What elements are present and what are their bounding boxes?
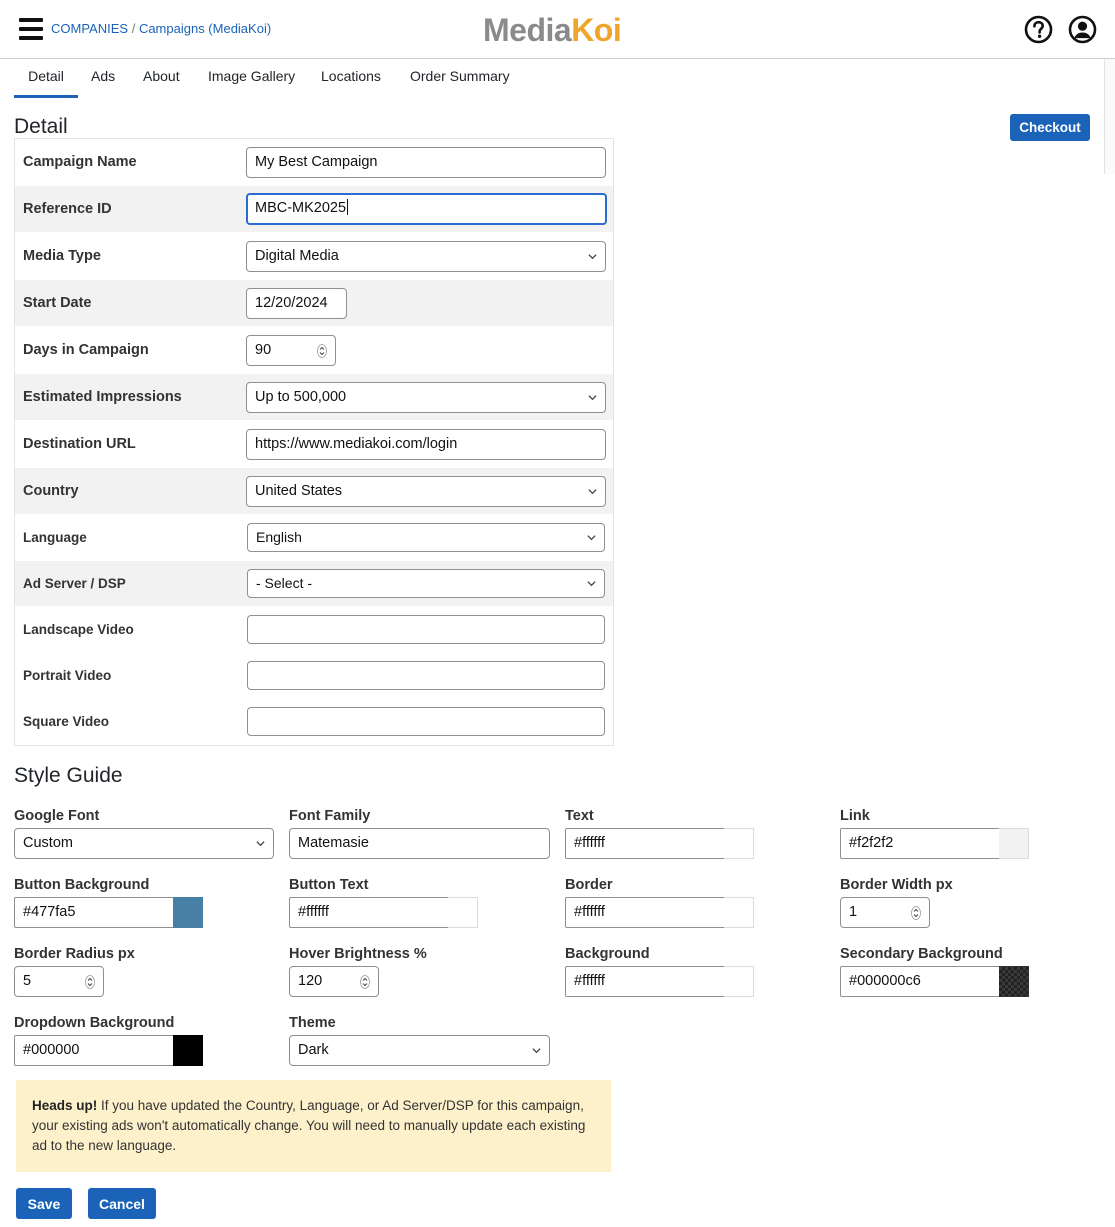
- google-font-value: Custom: [23, 835, 73, 851]
- border-radius-label: Border Radius px: [14, 946, 135, 962]
- font-family-value: Matemasie: [298, 835, 369, 851]
- chevron-down-icon: [588, 393, 597, 402]
- button-background-swatch[interactable]: [173, 897, 203, 928]
- days-in-campaign-row: [15, 327, 613, 374]
- font-family-input[interactable]: [289, 828, 550, 859]
- ad-server-value: - Select -: [256, 575, 313, 591]
- border-color-value: #ffffff: [574, 904, 605, 920]
- alert-text: If you have updated the Country, Language, or Ad Server/DSP for this campaign, your existing ads won't automatically change. You will need to manually update each existing ad to the new language.: [32, 1098, 586, 1153]
- link-color-value: #f2f2f2: [849, 835, 894, 851]
- estimated-impressions-select[interactable]: [246, 382, 606, 413]
- checkout-button[interactable]: Checkout: [1010, 114, 1090, 141]
- font-family-label: Font Family: [289, 808, 371, 824]
- button-background-input[interactable]: [14, 897, 174, 928]
- border-color-input[interactable]: [565, 897, 725, 928]
- logo-text-media: Media: [483, 12, 572, 48]
- link-color-swatch[interactable]: [999, 828, 1029, 859]
- campaign-name-value: My Best Campaign: [255, 154, 378, 170]
- campaign-name-row: [15, 139, 613, 186]
- dropdown-background-label: Dropdown Background: [14, 1015, 175, 1031]
- logo-text-koi: Koi: [571, 12, 622, 48]
- dropdown-background-input[interactable]: [14, 1035, 174, 1066]
- estimated-impressions-value: Up to 500,000: [255, 389, 347, 405]
- border-width-label: Border Width px: [840, 877, 953, 893]
- spinner-arrows-icon[interactable]: [360, 975, 370, 989]
- google-font-label: Google Font: [14, 808, 100, 824]
- secondary-background-value: #000000c6: [849, 973, 921, 989]
- dropdown-background-swatch[interactable]: [173, 1035, 203, 1066]
- secondary-background-input[interactable]: [840, 966, 1000, 997]
- square-video-input[interactable]: [247, 707, 605, 736]
- border-radius-value: 5: [23, 973, 32, 989]
- country-value: United States: [255, 483, 343, 499]
- square-video-label: Square Video: [23, 714, 110, 729]
- landscape-video-row: [15, 607, 613, 653]
- hover-brightness-label: Hover Brightness %: [289, 946, 427, 962]
- link-color-label: Link: [840, 808, 870, 824]
- breadcrumb-separator: /: [131, 21, 136, 36]
- border-width-input[interactable]: [840, 897, 930, 928]
- language-label: Language: [23, 530, 87, 545]
- reference-id-label: Reference ID: [23, 201, 112, 217]
- question-circle-icon[interactable]: [1024, 15, 1053, 44]
- style-guide-heading: Style Guide: [14, 764, 123, 787]
- border-color-label: Border: [565, 877, 613, 893]
- theme-select[interactable]: [289, 1035, 550, 1066]
- start-date-value: 12/20/2024: [255, 295, 328, 311]
- text-color-input[interactable]: [565, 828, 725, 859]
- hover-brightness-input[interactable]: [289, 966, 379, 997]
- language-row: [15, 515, 613, 561]
- hamburger-menu-icon[interactable]: [19, 18, 43, 40]
- theme-label: Theme: [289, 1015, 336, 1031]
- ad-server-select[interactable]: [247, 569, 605, 598]
- landscape-video-label: Landscape Video: [23, 622, 134, 637]
- spinner-arrows-icon[interactable]: [317, 344, 327, 358]
- portrait-video-input[interactable]: [247, 661, 605, 690]
- secondary-background-label: Secondary Background: [840, 946, 1003, 962]
- top-bar: [0, 0, 1115, 59]
- border-width-value: 1: [849, 904, 858, 920]
- tab-about[interactable]: About: [143, 68, 180, 84]
- days-in-campaign-value: 90: [255, 342, 272, 358]
- chevron-down-icon: [587, 579, 596, 588]
- campaign-name-label: Campaign Name: [23, 154, 137, 170]
- chevron-down-icon: [588, 252, 597, 261]
- button-text-swatch[interactable]: [448, 897, 478, 928]
- ad-server-label: Ad Server / DSP: [23, 576, 126, 591]
- secondary-background-swatch[interactable]: [999, 966, 1029, 997]
- media-type-select[interactable]: [246, 241, 606, 272]
- mediakoi-logo[interactable]: [483, 11, 621, 49]
- language-select[interactable]: [247, 523, 605, 552]
- destination-url-row: [15, 421, 613, 468]
- breadcrumb: [51, 21, 271, 36]
- cancel-button[interactable]: Cancel: [88, 1188, 156, 1219]
- media-type-row: [15, 233, 613, 280]
- destination-url-input[interactable]: [246, 429, 606, 460]
- media-type-value: Digital Media: [255, 248, 339, 264]
- border-radius-input[interactable]: [14, 966, 104, 997]
- days-in-campaign-input[interactable]: [246, 335, 336, 366]
- button-text-label: Button Text: [289, 877, 369, 893]
- text-color-label: Text: [565, 808, 594, 824]
- chevron-down-icon: [587, 533, 596, 542]
- spinner-arrows-icon[interactable]: [85, 975, 95, 989]
- save-button[interactable]: Save: [16, 1188, 72, 1219]
- chevron-down-icon: [532, 1046, 541, 1055]
- language-value: English: [256, 529, 302, 545]
- text-color-value: #ffffff: [574, 835, 605, 851]
- background-color-input[interactable]: [565, 966, 725, 997]
- alert-title: Heads up!: [32, 1098, 98, 1113]
- destination-url-label: Destination URL: [23, 436, 136, 452]
- border-color-swatch[interactable]: [724, 897, 754, 928]
- chevron-down-icon: [588, 487, 597, 496]
- scrollbar[interactable]: [1104, 59, 1115, 174]
- background-color-label: Background: [565, 946, 650, 962]
- portrait-video-row: [15, 653, 613, 699]
- button-text-value: #ffffff: [298, 904, 329, 920]
- portrait-video-label: Portrait Video: [23, 668, 112, 683]
- media-type-label: Media Type: [23, 248, 101, 264]
- tab-image-gallery[interactable]: Image Gallery: [208, 68, 296, 84]
- link-color-input[interactable]: [840, 828, 1000, 859]
- start-date-label: Start Date: [23, 295, 92, 311]
- reference-id-input[interactable]: [246, 193, 607, 225]
- country-row: [15, 468, 613, 515]
- estimated-impressions-label: Estimated Impressions: [23, 389, 182, 405]
- theme-value: Dark: [298, 1042, 329, 1058]
- heads-up-alert: [16, 1080, 611, 1172]
- detail-form: [14, 138, 614, 746]
- dropdown-background-value: #000000: [23, 1042, 80, 1058]
- days-in-campaign-label: Days in Campaign: [23, 342, 149, 358]
- google-font-select[interactable]: [14, 828, 274, 859]
- tab-ads[interactable]: Ads: [91, 68, 116, 84]
- tab-detail[interactable]: Detail: [14, 59, 78, 98]
- square-video-row: [15, 699, 613, 745]
- breadcrumb-companies-link[interactable]: COMPANIES: [51, 21, 129, 36]
- detail-heading: Detail: [14, 115, 68, 138]
- spinner-arrows-icon[interactable]: [911, 906, 921, 920]
- start-date-row: [15, 280, 613, 327]
- breadcrumb-campaigns-link[interactable]: Campaigns (MediaKoi): [138, 21, 272, 36]
- landscape-video-input[interactable]: [247, 615, 605, 644]
- ad-server-row: [15, 561, 613, 607]
- estimated-impressions-row: [15, 374, 613, 421]
- hover-brightness-value: 120: [298, 973, 323, 989]
- background-color-swatch[interactable]: [724, 966, 754, 997]
- reference-id-row: [15, 186, 613, 233]
- chevron-down-icon: [256, 839, 265, 848]
- campaign-name-input[interactable]: [246, 147, 606, 178]
- country-label: Country: [23, 483, 79, 499]
- button-text-input[interactable]: [289, 897, 449, 928]
- text-cursor: [347, 199, 348, 215]
- user-circle-icon[interactable]: [1068, 15, 1097, 44]
- country-select[interactable]: [246, 476, 606, 507]
- button-background-value: #477fa5: [23, 904, 76, 920]
- start-date-input[interactable]: [246, 288, 347, 319]
- text-color-swatch[interactable]: [724, 828, 754, 859]
- tab-locations[interactable]: Locations: [321, 68, 381, 84]
- destination-url-value: https://www.mediakoi.com/login: [255, 436, 458, 452]
- reference-id-value: MBC-MK2025: [255, 200, 347, 216]
- tab-order-summary[interactable]: Order Summary: [410, 68, 510, 84]
- button-background-label: Button Background: [14, 877, 150, 893]
- background-color-value: #ffffff: [574, 973, 605, 989]
